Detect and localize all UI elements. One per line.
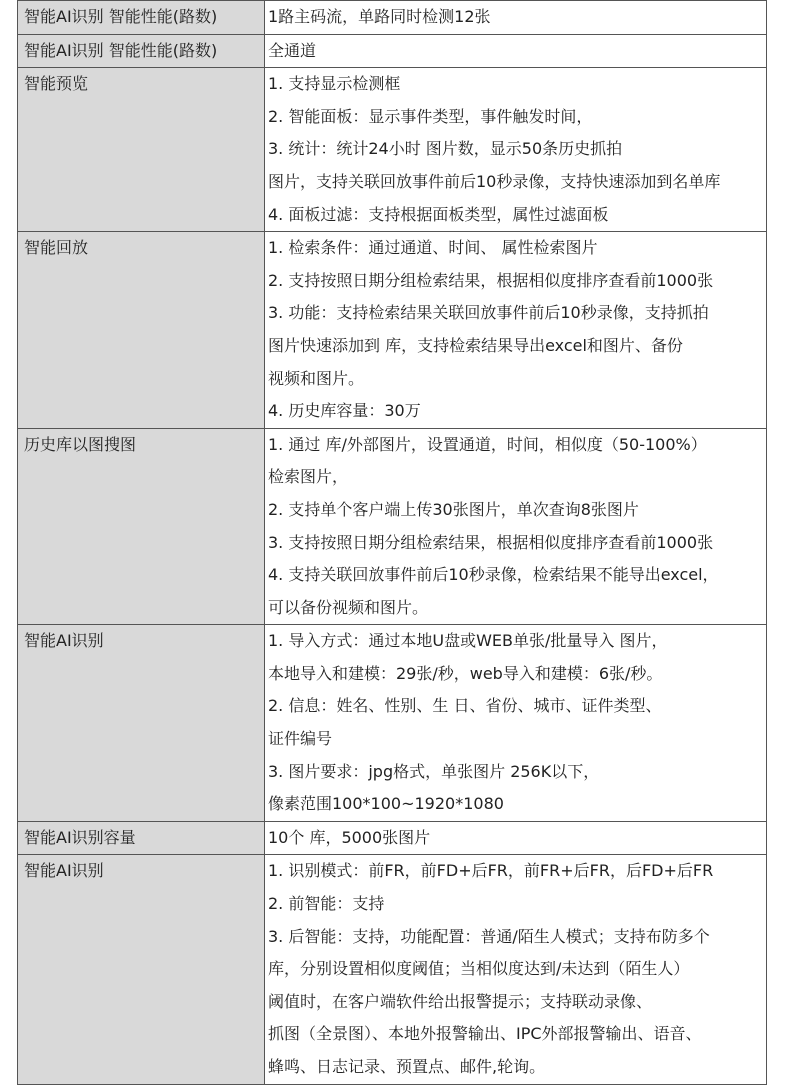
spec-value-line: 1. 识别模式：前FR，前FD+后FR，前FR+后FR，后FD+后FR [268, 861, 714, 881]
spec-row [18, 855, 767, 1084]
spec-row [18, 1, 767, 35]
spec-value-line: 2. 前智能：支持 [268, 894, 385, 914]
spec-value-line: 3. 后智能：支持，功能配置：普通/陌生人模式；支持布防多个 [268, 926, 710, 946]
spec-row [18, 821, 767, 855]
spec-value-line: 10个 库，5000张图片 [268, 827, 431, 847]
spec-table [17, 0, 767, 1085]
spec-value-cell [265, 68, 767, 232]
spec-value-line: 2. 智能面板：显示事件类型，事件触发时间， [268, 106, 593, 126]
spec-key-cell [18, 34, 265, 68]
spec-value-cell [265, 428, 767, 625]
spec-value-line: 4. 历史库容量：30万 [268, 401, 421, 421]
spec-key-cell [18, 232, 265, 429]
spec-value-line: 蜂鸣、日志记录、预置点、邮件,轮询。 [268, 1057, 546, 1076]
spec-value-cell [265, 625, 767, 822]
spec-value-line: 2. 支持单个客户端上传30张图片，单次查询8张图片 [268, 499, 639, 519]
spec-value-line: 证件编号 [268, 729, 333, 749]
spec-value-line: 1. 导入方式：通过本地U盘或WEB单张/批量导入 图片， [268, 631, 668, 651]
spec-row [18, 68, 767, 232]
spec-key-cell [18, 1, 265, 35]
spec-value-line: 全通道 [268, 40, 317, 60]
spec-key-label: 智能AI识别 智能性能(路数) [24, 40, 218, 60]
spec-key-label: 智能回放 [24, 238, 89, 258]
spec-value-line: 2. 支持按照日期分组检索结果，根据相似度排序查看前1000张 [268, 270, 714, 290]
spec-value-line: 4. 支持关联回放事件前后10秒录像，检索结果不能导出excel， [268, 565, 719, 585]
spec-value-line: 1. 检索条件：通过通道、时间、 属性检索图片 [268, 238, 598, 258]
spec-row [18, 625, 767, 822]
spec-key-label: 智能AI识别 智能性能(路数) [24, 7, 218, 26]
spec-value-line: 3. 功能：支持检索结果关联回放事件前后10秒录像，支持抓拍 [268, 303, 709, 323]
spec-value-line: 1. 通过 库/外部图片，设置通道，时间，相似度（50-100%） [268, 434, 707, 454]
spec-row [18, 232, 767, 429]
spec-value-cell [265, 232, 767, 429]
spec-value-line: 4. 面板过滤：支持根据面板类型，属性过滤面板 [268, 204, 609, 224]
spec-key-label: 智能预览 [24, 74, 89, 94]
spec-value-line: 图片快速添加到 库，支持检索结果导出excel和图片、备份 [268, 335, 683, 355]
spec-value-line: 视频和图片。 [268, 368, 365, 388]
spec-value-cell [265, 1, 767, 35]
spec-value-line: 1. 支持显示检测框 [268, 74, 401, 94]
spec-key-label: 智能AI识别 [24, 631, 104, 651]
spec-value-line: 像素范围100*100~1920*1080 [268, 794, 504, 814]
spec-value-line: 本地导入和建模：29张/秒，web导入和建模：6张/秒。 [268, 663, 663, 683]
spec-value-cell [265, 821, 767, 855]
spec-value-line: 3. 支持按照日期分组检索结果，根据相似度排序查看前1000张 [268, 532, 714, 552]
spec-key-label: 历史库以图搜图 [24, 434, 137, 454]
spec-row [18, 34, 767, 68]
spec-table-body [18, 1, 767, 1085]
spec-value-line: 阈值时，在客户端软件给出报警提示；支持联动录像、 [268, 991, 653, 1011]
spec-value-line: 3. 图片要求：jpg格式，单张图片 256K以下， [268, 761, 600, 781]
spec-value-line: 可以备份视频和图片。 [268, 597, 429, 617]
spec-key-cell [18, 428, 265, 625]
spec-key-label: 智能AI识别容量 [24, 827, 136, 847]
spec-value-line: 3. 统计：统计24小时 图片数，显示50条历史抓拍 [268, 139, 623, 159]
spec-value-line: 库，分别设置相似度阈值；当相似度达到/未达到（陌生人） [268, 959, 690, 979]
spec-key-label: 智能AI识别 [24, 861, 104, 881]
spec-value-line: 2. 信息：姓名、性别、生 日、省份、城市、证件类型、 [268, 696, 662, 716]
spec-key-cell [18, 821, 265, 855]
spec-value-line: 检索图片， [268, 467, 349, 487]
spec-value-line: 1路主码流，单路同时检测12张 [268, 7, 491, 26]
spec-value-line: 图片，支持关联回放事件前后10秒录像，支持快速添加到名单库 [268, 171, 721, 191]
spec-key-cell [18, 68, 265, 232]
spec-value-line: 抓图（全景图）、本地外报警输出、IPC外部报警输出、语音、 [268, 1024, 702, 1044]
spec-key-cell [18, 855, 265, 1084]
spec-key-cell [18, 625, 265, 822]
spec-value-cell [265, 855, 767, 1084]
spec-row [18, 428, 767, 625]
spec-value-cell [265, 34, 767, 68]
